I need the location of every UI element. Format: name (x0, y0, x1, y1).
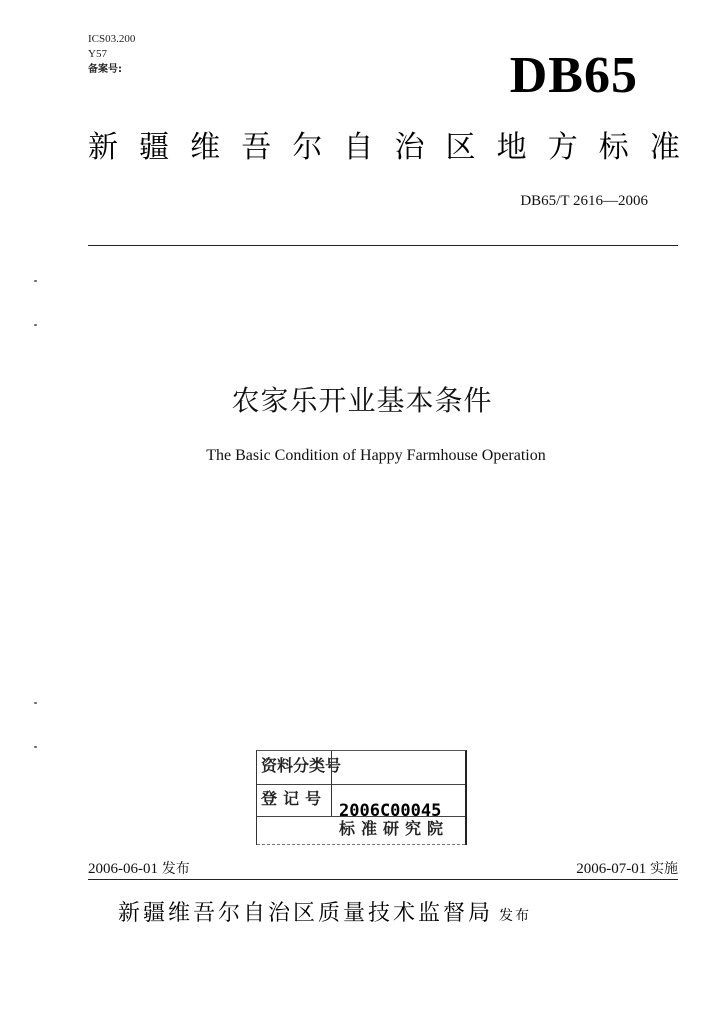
filing-number-label: 备案号: (88, 64, 122, 75)
scan-speck (34, 746, 37, 748)
document-title-english: The Basic Condition of Happy Farmhouse Operation (206, 447, 546, 464)
standard-type-char: 疆 (139, 130, 170, 165)
standard-type-char: 地 (496, 130, 527, 165)
issue-date-line (88, 858, 190, 878)
stamp-registration-label: 登记号 (261, 789, 328, 808)
implement-label: 实施 (650, 861, 678, 877)
stamp-divider (331, 784, 332, 816)
document-title-chinese: 农家乐开业基本条件 (231, 384, 493, 417)
stamp-row-institute (257, 816, 465, 845)
registration-stamp (256, 750, 467, 845)
stamp-row-classification (257, 751, 465, 785)
document-metadata (88, 32, 135, 77)
issue-label: 发布 (161, 861, 190, 877)
implement-date: 2006-07-01 (576, 861, 647, 877)
scan-speck (34, 702, 37, 704)
standard-type-char: 维 (190, 130, 221, 165)
standard-type-char: 治 (394, 130, 425, 165)
standard-type-heading (88, 128, 680, 168)
issuer-suffix: 发布 (499, 908, 532, 924)
standard-type-char: 标 (598, 130, 629, 165)
standard-type-char: 准 (649, 130, 680, 165)
classification-code: Y57 (88, 48, 107, 60)
implement-date-line (576, 858, 678, 878)
standard-type-char: 区 (445, 130, 476, 165)
ics-code: ICS03.200 (88, 33, 136, 45)
stamp-divider (331, 751, 332, 784)
scan-speck (34, 324, 37, 326)
standard-type-char: 自 (343, 130, 374, 165)
stamp-registration-number: 2006C00045 (339, 801, 442, 821)
standard-number: DB65/T 2616—2006 (520, 193, 648, 209)
issuing-authority (118, 898, 531, 932)
issuer-name: 新疆维吾尔自治区质量技术监督局 (118, 901, 494, 926)
bottom-divider (88, 879, 678, 880)
stamp-classification-label: 资料分类号 (261, 756, 342, 775)
scan-speck (34, 280, 37, 282)
standard-type-char: 方 (547, 130, 578, 165)
stamp-institute-text: 标准研究院 (339, 819, 450, 838)
top-divider (88, 245, 678, 246)
standard-type-char: 新 (88, 130, 118, 165)
issue-date: 2006-06-01 (88, 861, 158, 877)
stamp-row-registration (257, 784, 465, 821)
db-code-logo: DB65 (509, 47, 638, 104)
standard-type-char: 尔 (292, 130, 323, 165)
standard-type-char: 吾 (241, 130, 272, 165)
